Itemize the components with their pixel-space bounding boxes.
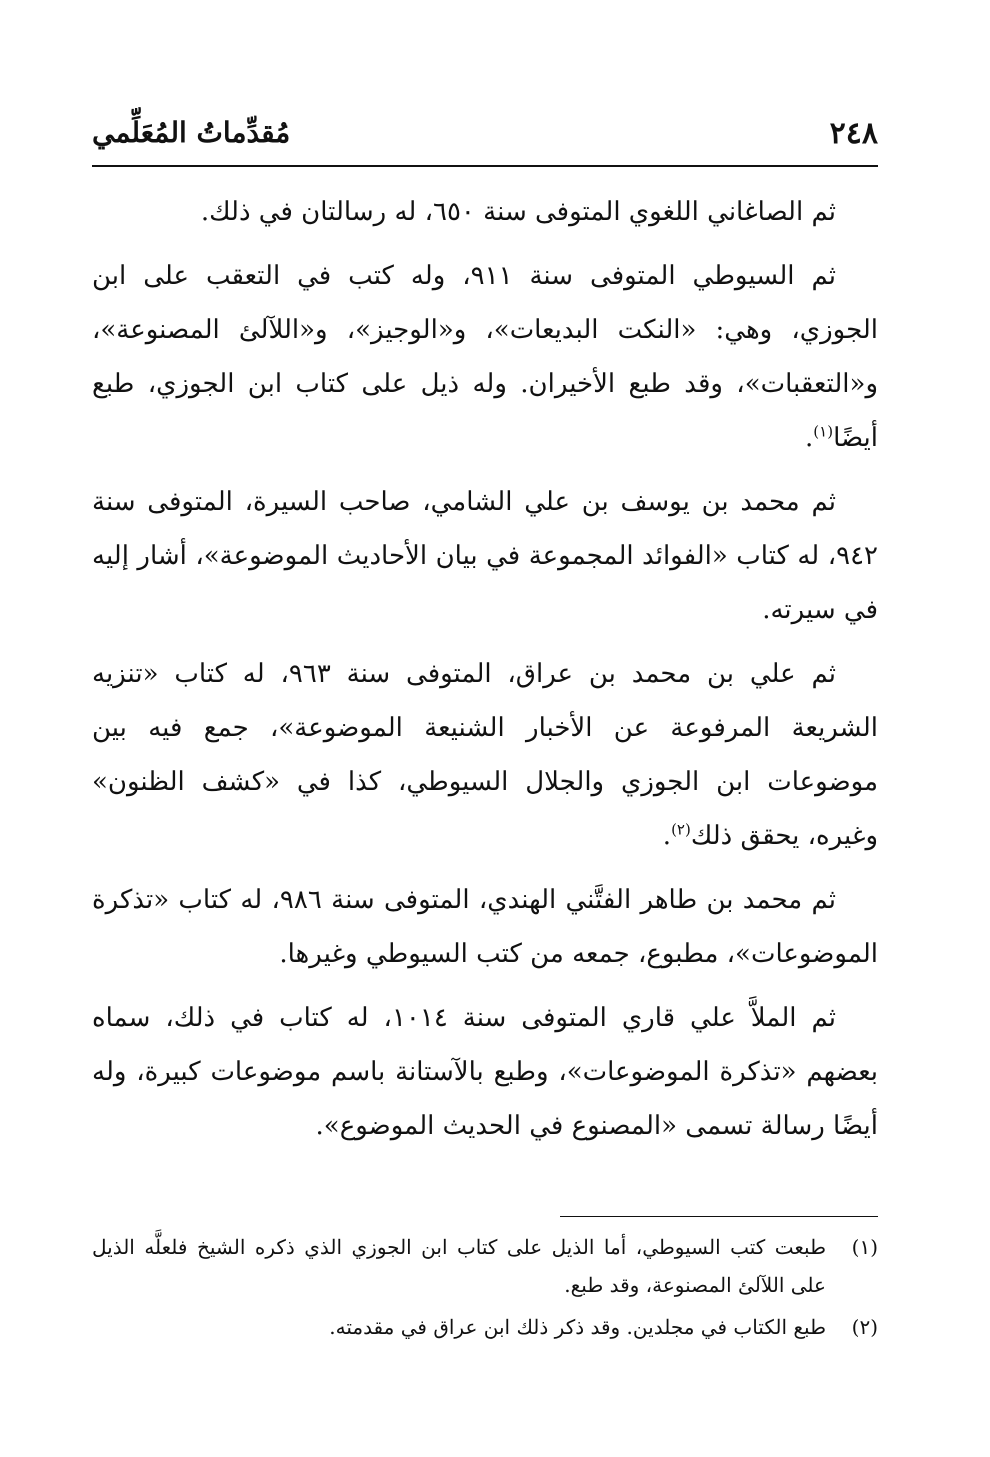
footnote-marker: (٢) [671,820,691,839]
paragraph: ثم علي بن محمد بن عراق، المتوفى سنة ٩٦٣، له كتاب «تنزيه الشريعة المرفوعة عن الأخبار الشنيعة الموضوعة»، جمع فيه بين موضوعات ابن الجوزي والجلال السيوطي، كذا في «كشف الظنون» وغيره، يحقق ذلك$^{(٢)}$. [92,659,878,851]
header-divider [92,165,878,167]
footnote-marker: (١) [813,422,834,441]
footnote-number: (١) [851,1235,878,1259]
running-title: مُقدِّماتُ المُعَلِّمي [92,116,291,149]
main-text [92,185,878,1163]
footnote-number: (٢) [851,1315,878,1339]
footnote [92,1228,878,1304]
footnote-text: طبع الكتاب في مجلدين. وقد ذكر ذلك ابن عراق في مقدمته. [329,1315,826,1339]
paragraph: ثم السيوطي المتوفى سنة ٩١١، وله كتب في التعقب على ابن الجوزي، وهي: «النكت البديعات»، و«الوجيز»، و«اللآلئ المصنوعة»، و«التعقبات»، وقد طبع الأخيران. وله ذيل على كتاب ابن الجوزي، طبع أيضًا$^{(١)}$. [92,261,878,453]
page-header [92,110,878,160]
paragraph: ثم محمد بن طاهر الفتَّني الهندي، المتوفى سنة ٩٨٦، له كتاب «تذكرة الموضوعات»، مطبوع، جمعه من كتب السيوطي وغيرها. [92,885,878,969]
footnotes [92,1228,878,1350]
paragraph: ثم الملاَّ علي قاري المتوفى سنة ١٠١٤، له كتاب في ذلك، سماه بعضهم «تذكرة الموضوعات»، وطبع بالآستانة باسم موضوعات كبيرة، وله أيضًا رسالة تسمى «المصنوع في الحديث الموضوع». [92,1003,878,1141]
page-number: ٢٤٨ [829,116,878,151]
footnote-divider [560,1216,878,1217]
footnote [92,1308,878,1346]
footnote-text: طبعت كتب السيوطي، أما الذيل على كتاب ابن الجوزي الذي ذكره الشيخ فلعلَّه الذيل على اللآلئ المصنوعة، وقد طبع. [92,1235,826,1297]
paragraph: ثم الصاغاني اللغوي المتوفى سنة ٦٥٠، له رسالتان في ذلك. [200,197,836,227]
paragraph: ثم محمد بن يوسف بن علي الشامي، صاحب السيرة، المتوفى سنة ٩٤٢، له كتاب «الفوائد المجموعة في بيان الأحاديث الموضوعة»، أشار إليه في سيرته. [92,487,879,625]
